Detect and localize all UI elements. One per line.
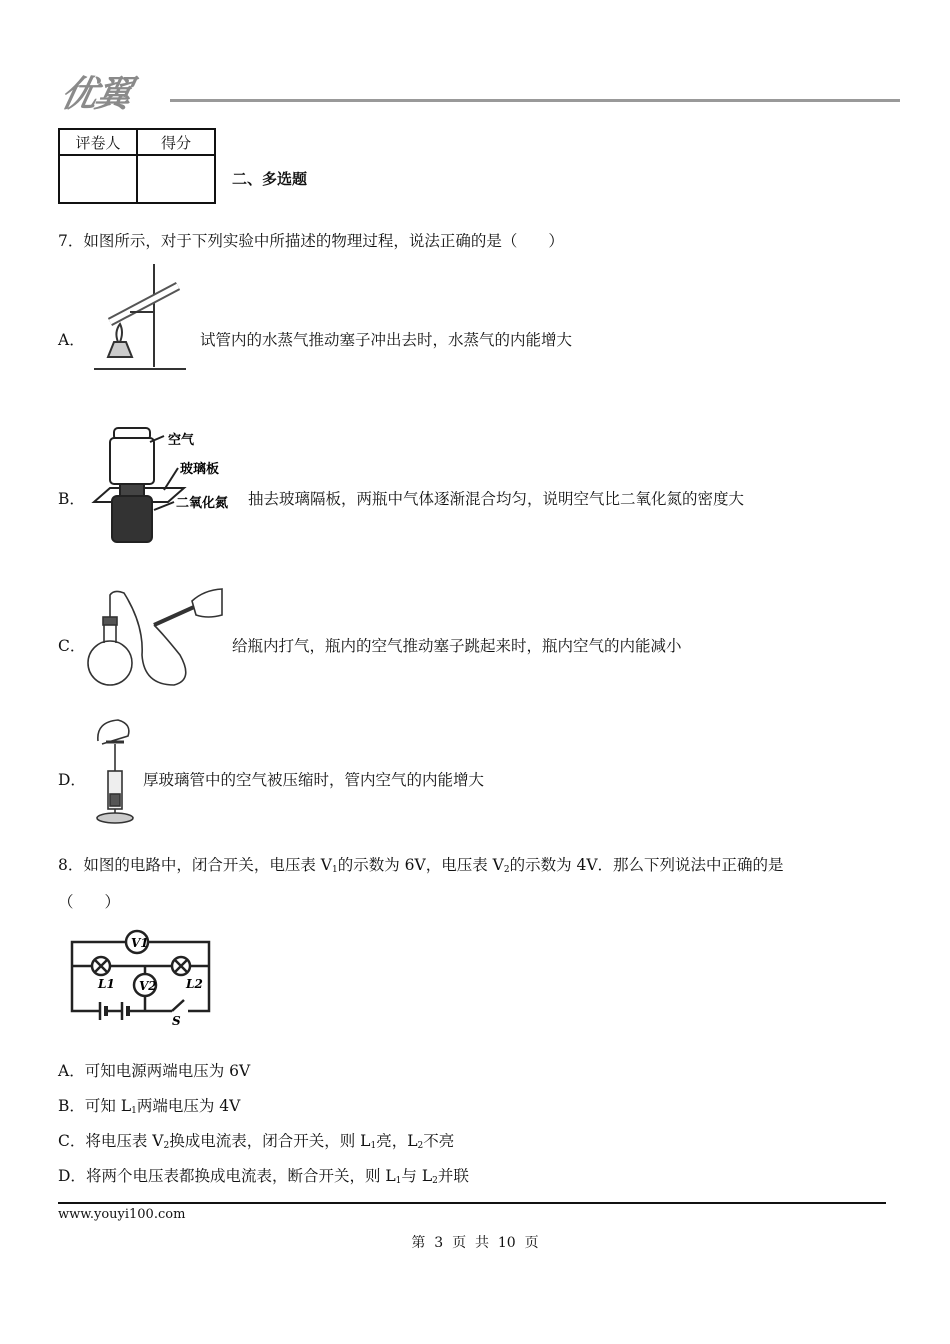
- q7-stem: 7．如图所示，对于下列实验中所描述的物理过程，说法正确的是（ ）: [58, 232, 564, 250]
- q8-answer-blank: （ ）: [58, 893, 121, 911]
- q8-stem-part: 8．如图的电路中，闭合开关，电压表 V: [58, 856, 332, 874]
- air-compression-figure: [88, 716, 148, 828]
- v2-label: V2: [139, 979, 157, 993]
- option-text: 不亮: [423, 1132, 455, 1150]
- option-label: B．: [58, 1097, 85, 1115]
- circuit-diagram: [64, 926, 214, 1026]
- option-text: 亮，L: [376, 1132, 418, 1150]
- option-text: 与 L: [401, 1167, 433, 1185]
- q7-option-c-text: 给瓶内打气，瓶内的空气推动塞子跳起来时，瓶内空气的内能减小: [232, 637, 682, 655]
- option-label: D．: [58, 1167, 86, 1185]
- subscript: 1: [131, 1106, 137, 1116]
- header-divider: [170, 99, 900, 102]
- l2-label: L2: [186, 977, 203, 991]
- subscript: 2: [417, 1141, 424, 1151]
- page-number: 第 3 页 共 10 页: [411, 1235, 539, 1251]
- label-no2: 二氧化氮: [176, 496, 229, 511]
- youyi-logo: 优翼: [57, 74, 134, 115]
- score-header: 得分: [137, 129, 215, 155]
- subscript: 1: [331, 865, 338, 875]
- option-text: 将两个电压表都换成电流表，断合开关，则 L: [85, 1167, 396, 1185]
- label-glass-plate: 玻璃板: [180, 462, 220, 477]
- option-label: A．: [58, 1062, 85, 1080]
- footer-url[interactable]: www.youyi100.com: [58, 1207, 186, 1222]
- score-cell: [137, 155, 215, 203]
- q7-option-b-label: B．: [58, 490, 85, 508]
- footer-divider: [58, 1202, 886, 1204]
- section-title: 二、多选题: [232, 170, 308, 188]
- gas-diffusion-figure: [84, 422, 244, 547]
- test-tube-heating-figure: [90, 262, 190, 374]
- option-text: 并联: [437, 1167, 469, 1185]
- grader-cell: [59, 155, 137, 203]
- subscript: 2: [163, 1141, 170, 1151]
- switch-label: S: [172, 1014, 181, 1026]
- q8-option-b: [58, 1094, 240, 1116]
- label-air: 空气: [168, 433, 195, 448]
- option-text: 两端电压为 4V: [136, 1097, 241, 1115]
- subscript: 2: [503, 865, 510, 875]
- q8-option-a: [58, 1059, 250, 1081]
- q8-option-d: [58, 1164, 469, 1186]
- subscript: 1: [370, 1141, 377, 1151]
- option-text: 可知电源两端电压为 6V: [84, 1062, 251, 1080]
- option-text: 换成电流表，闭合开关，则 L: [169, 1132, 371, 1150]
- q8-stem: [58, 853, 784, 875]
- q7-option-b-text: 抽去玻璃隔板，两瓶中气体逐渐混合均匀，说明空气比二氧化氮的密度大: [248, 490, 745, 508]
- subscript: 1: [395, 1176, 402, 1186]
- q7-option-d-label: D．: [58, 771, 86, 789]
- option-label: C．: [58, 1132, 86, 1150]
- q7-option-a-label: A．: [58, 331, 85, 349]
- q7-option-c-label: C．: [58, 637, 86, 655]
- q8-stem-part: 的示数为 6V，电压表 V: [337, 856, 504, 874]
- subscript: 2: [432, 1176, 438, 1186]
- l1-label: L1: [98, 977, 115, 991]
- q8-option-c: [58, 1129, 454, 1151]
- v1-label: V1: [131, 936, 149, 950]
- score-table: [58, 128, 216, 204]
- flask-pump-figure: [84, 585, 226, 690]
- grader-header: 评卷人: [59, 129, 137, 155]
- q8-stem-part: 的示数为 4V．那么下列说法中正确的是: [509, 856, 784, 874]
- q7-option-a-text: 试管内的水蒸气推动塞子冲出去时，水蒸气的内能增大: [200, 331, 573, 349]
- q7-option-d-text: 厚玻璃管中的空气被压缩时，管内空气的内能增大: [143, 771, 485, 789]
- option-text: 可知 L: [84, 1097, 132, 1115]
- option-text: 将电压表 V: [85, 1132, 164, 1150]
